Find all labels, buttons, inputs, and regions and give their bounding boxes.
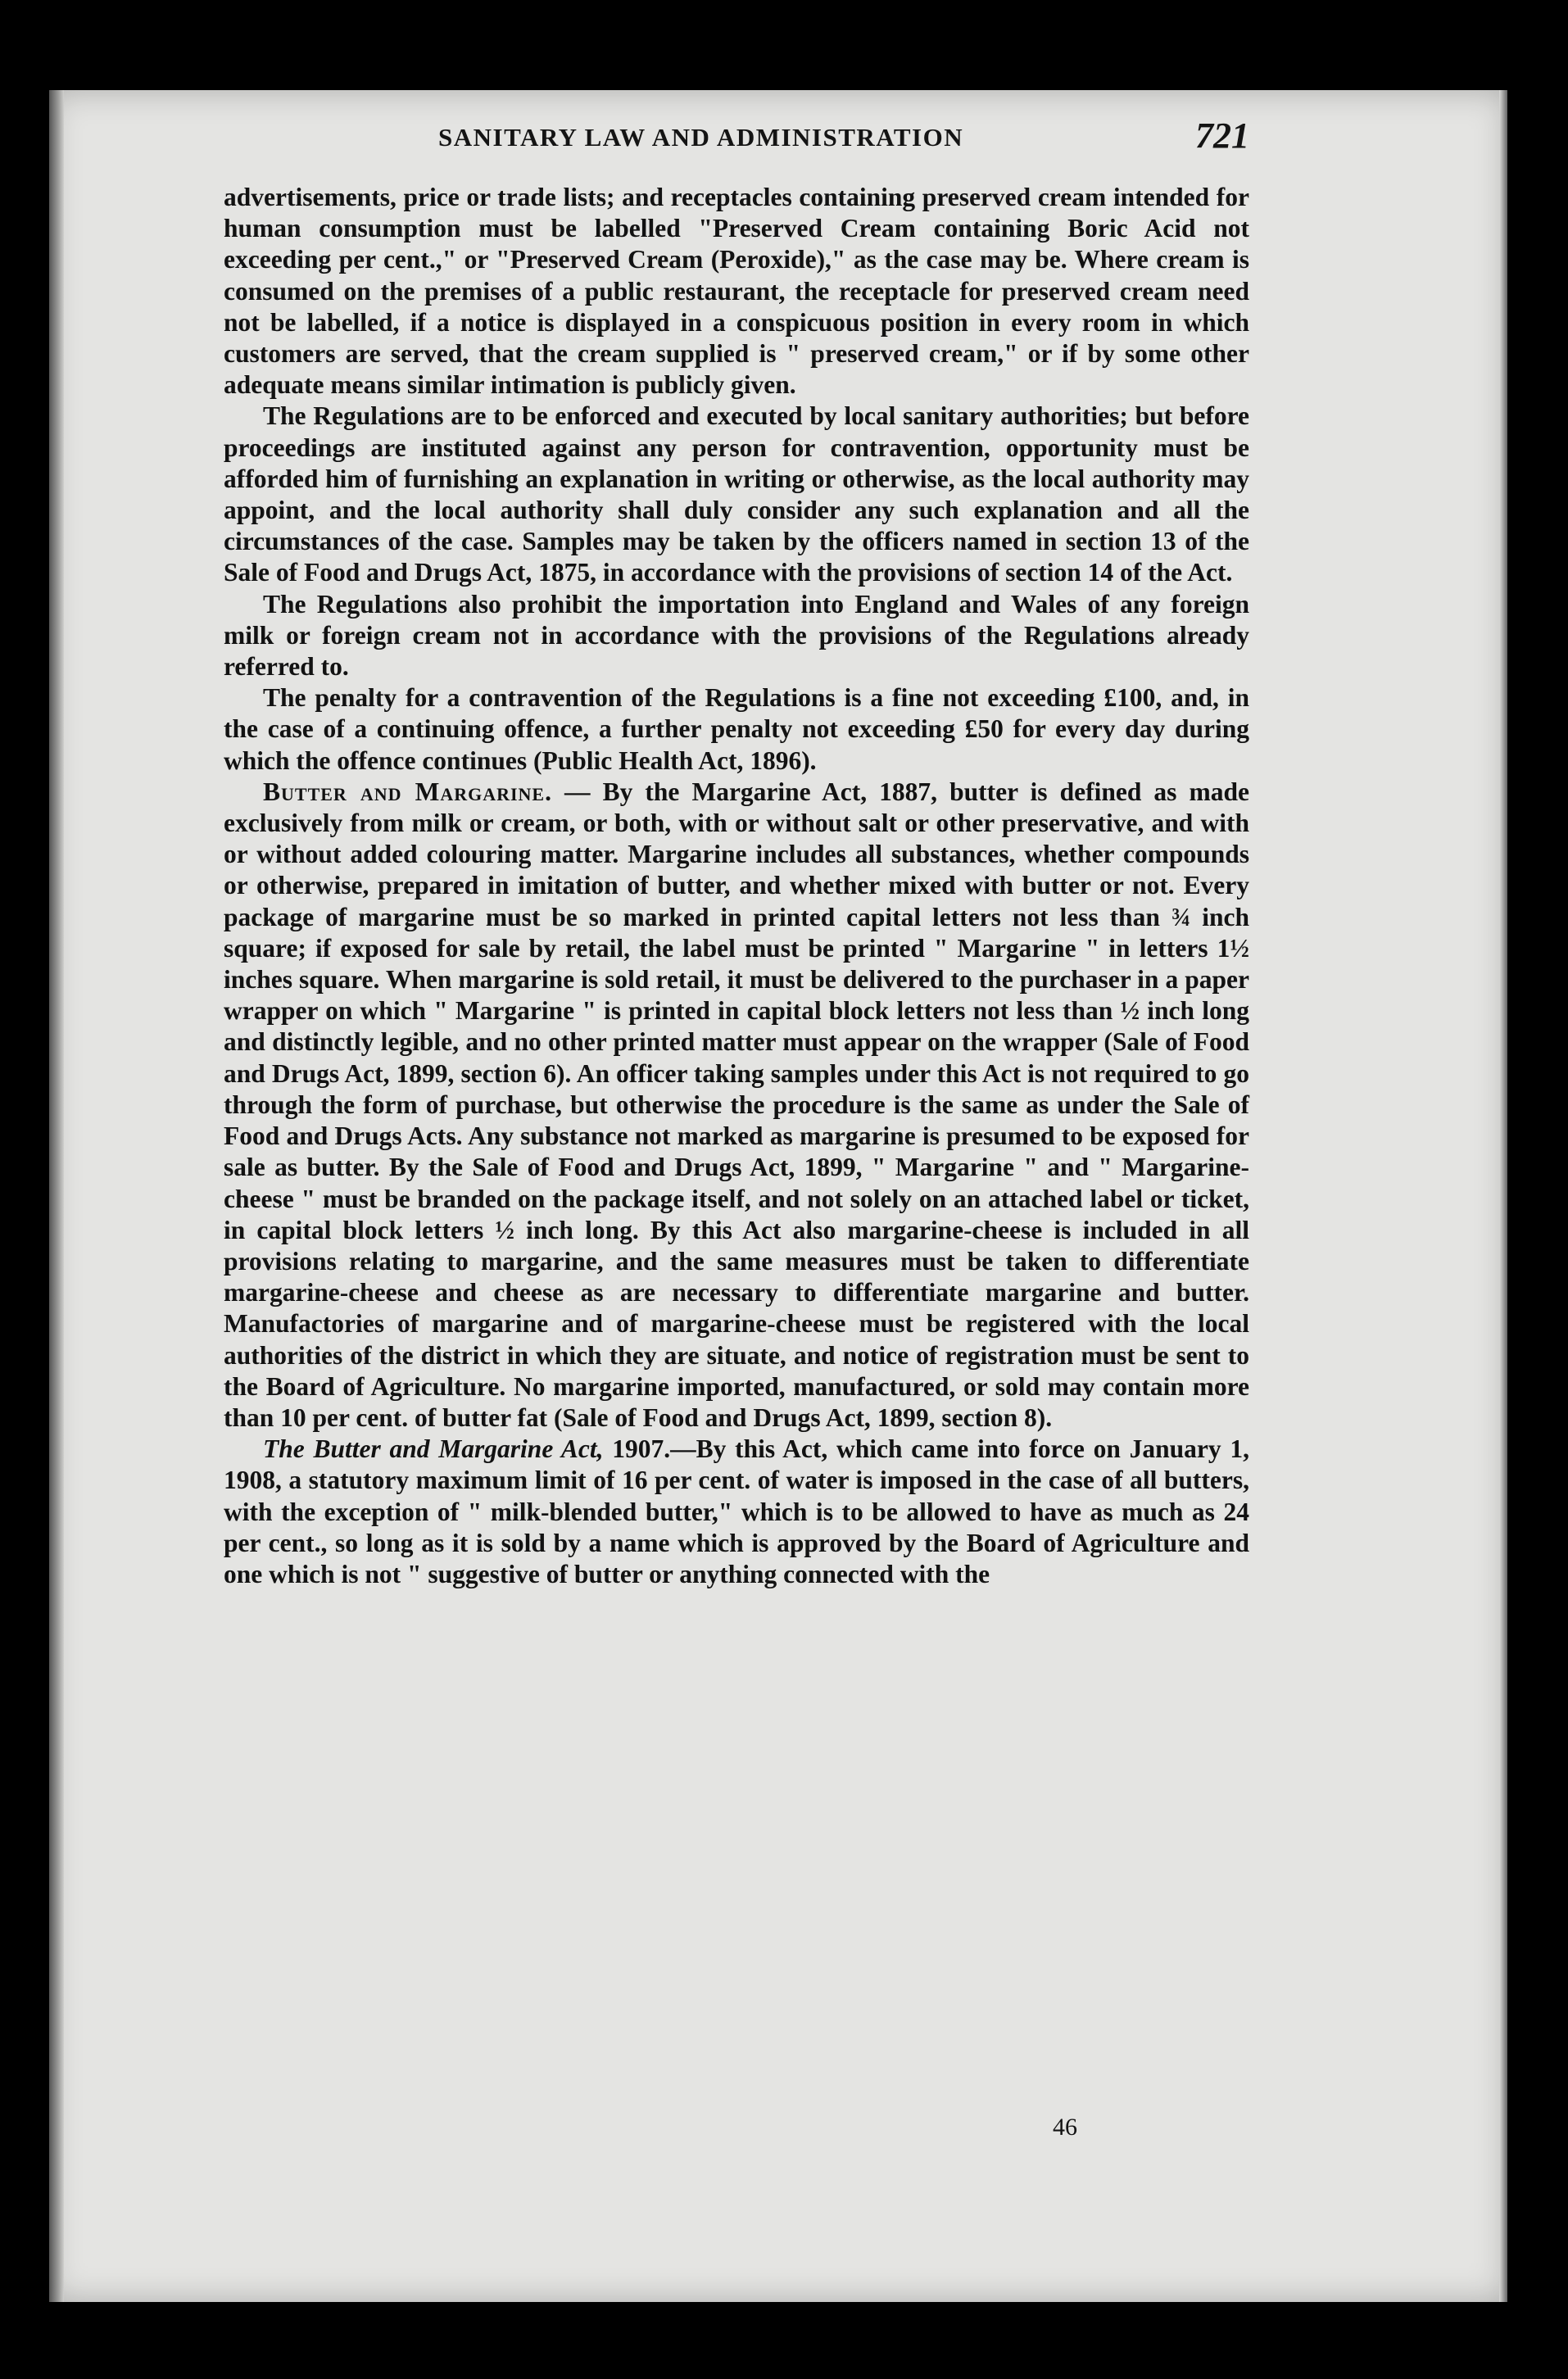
paragraph-4: The penalty for a contravention of the Regulations is a fine not exceeding £100, and, in the case of a continuing offence, a further penalty not exceeding £50 for every day during which the offence continues (Public Health Act, 1896). — [224, 683, 1249, 775]
paragraph-5-text: — By the Margarine Act, 1887, butter is defined as made exclusively from milk or cream, or both, with or without salt or other preservative, and with or without added colouring matter. Margarine includes all substances, whether compounds or otherwise, prepared in imitation of butter, and whether mixed with butter or not. Every package of margarine must be so marked in printed capital letters not less than ¾ inch square; if exposed for sale by retail, the label must be printed " Margarine " in letters 1½ inches square. When margarine is sold retail, it must be delivered to the purchaser in a paper wrapper on which " Margarine " is printed in capital block letters not less than ½ inch long and distinctly legible, and no other printed matter must appear on the wrapper (Sale of Food and Drugs Act, 1899, section 6). An officer taking samples under this Act is not required to go through the form of purchase, but otherwise the procedure is the same as under the Sale of Food and Drugs Acts. Any substance not marked as margarine is presumed to be exposed for sale as butter. By the Sale of Food and Drugs Act, 1899, " Margarine " and " Margarine-cheese " must be branded on the package itself, and not solely on an attached label or ticket, in capital block letters ½ inch long. By this Act also margarine-cheese is included in all provisions relating to margarine, and the same measures must be taken to differentiate margarine-cheese and cheese as are necessary to differentiate margarine and butter. Manufactories of margarine and of margarine-cheese must be registered with the local authorities of the district in which they are situate, and notice of registration must be sent to the Board of Agriculture. No margarine imported, manufactured, or sold may contain more than 10 per cent. of butter fat (Sale of Food and Drugs Act, 1899, section 8). — [224, 777, 1249, 1432]
signature-mark: 46 — [1053, 2114, 1077, 2141]
page-number: 721 — [1195, 116, 1249, 156]
paragraph-3: The Regulations also prohibit the importation into England and Wales of any foreign milk or foreign cream not in accordance with the provisions of the Regulations already referred to. — [224, 589, 1249, 682]
page-gutter-shadow — [49, 90, 64, 2302]
paragraph-6-text: 1907.—By this Act, which came into force on January 1, 1908, a statutory maximum limit of 16 per cent. of water is imposed in the case of all butters, with the exception of " milk-blended butter," which is to be allowed to have as much as 24 per cent., so long as it is sold by a name which is approved by the Board of Agriculture and one which is not " suggestive of butter or anything connected with the — [224, 1434, 1249, 1588]
paragraph-5 — [224, 777, 1249, 1434]
running-head: SANITARY LAW AND ADMINISTRATION — [438, 123, 964, 152]
paragraph-1: advertisements, price or trade lists; and receptacles containing preserved cream intended for human consumption must be labelled "Preserved Cream containing Boric Acid not exceeding per cent.," or "Preserved Cream (Peroxide)," as the case may be. Where cream is consumed on the premises of a public restaurant, the receptacle for preserved cream need not be labelled, if a notice is displayed in a conspicuous position in every room in which customers are served, that the cream supplied is " preserved cream," or if by some other adequate means similar intimation is publicly given. — [224, 183, 1249, 400]
page-edge-shadow — [1499, 90, 1507, 2302]
act-title: The Butter and Margarine Act, — [263, 1434, 604, 1464]
page-header — [224, 108, 1249, 157]
section-heading: Butter and Margarine. — [263, 777, 552, 806]
paragraph-2: The Regulations are to be enforced and executed by local sanitary authorities; but before proceedings are instituted against any person for contravention, opportunity must be afforded him of furnishing an explanation in writing or otherwise, as the local authority may appoint, and the local authority shall duly consider any such explanation and all the circumstances of the case. Samples may be taken by the officers named in section 13 of the Sale of Food and Drugs Act, 1875, in accordance with the provisions of section 14 of the Act. — [224, 401, 1249, 587]
paragraph-6 — [224, 1434, 1249, 1590]
body-text — [224, 182, 1249, 1590]
